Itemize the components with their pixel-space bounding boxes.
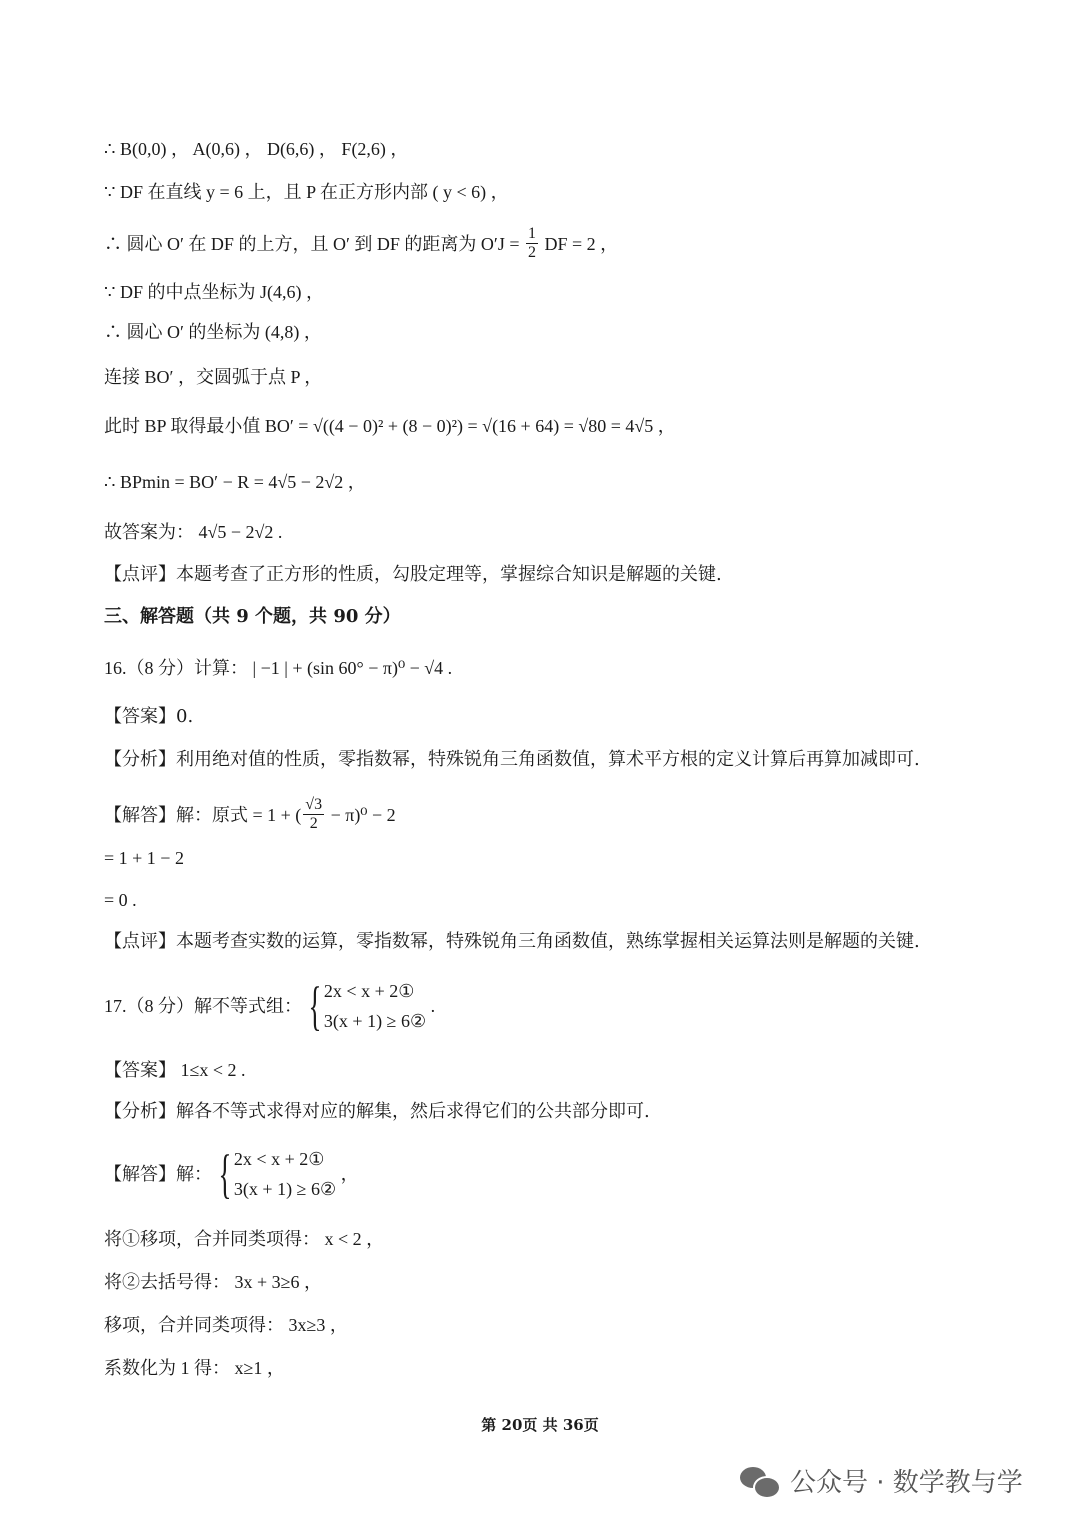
line-center-coords: ∴ 圆心 O′ 的坐标为 (4,8) ，	[104, 322, 322, 342]
answer-16: 【答案】0.	[104, 706, 194, 727]
solution-17-step3: 移项，合并同类项得： 3x≥3 ，	[104, 1315, 348, 1335]
solution-16-step3: = 0 .	[104, 890, 137, 910]
watermark-text: 公众号 · 数学教与学	[790, 1468, 1023, 1498]
answer-17: 【答案】 1≤x < 2 .	[104, 1060, 246, 1080]
fraction-sqrt3-over-2: $\frac{√3}{2}$	[305, 796, 323, 832]
inequality-system-solution: { 2x < x + 2① 3(x + 1) ≥ 6②	[218, 1144, 337, 1204]
line-bp-min: ∴ BPmin = BO′ − R = 4√5 − 2√2 ，	[104, 472, 366, 492]
line-comment-15: 【点评】本题考查了正方形的性质，勾股定理等，掌握综合知识是解题的关键.	[104, 564, 722, 585]
inequality-system: { 2x < x + 2① 3(x + 1) ≥ 6②	[308, 976, 427, 1036]
line-connect: 连接 BO′ ，交圆弧于点 P ，	[104, 367, 323, 387]
line-center-distance: ∴ 圆心 O′ 在 DF 的上方，且 O′ 到 DF 的距离为 O′J = $\frac{1}{2}$ DF = 2 ，	[104, 225, 619, 261]
page-number: 第 20页 共 36页	[481, 1416, 599, 1434]
watermark	[740, 1462, 1023, 1499]
line-midpoint: ∵ DF 的中点坐标为 J(4,6) ，	[104, 282, 324, 302]
solution-16-step1: 【解答】解：原式 = 1 + ( $\frac{√3}{2}$ − π)⁰ − 2	[104, 796, 396, 832]
problem-16: 16.（8 分）计算： | −1 | + (sin 60° − π)⁰ − √4 .	[104, 658, 453, 678]
section-heading: 三、解答题（共 9 个题，共 90 分）	[104, 606, 401, 627]
solution-17-step2: 将②去括号得： 3x + 3≥6 ，	[104, 1272, 323, 1292]
line-df-on-line: ∵ DF 在直线 y = 6 上，且 P 在正方形内部 ( y < 6) ，	[104, 182, 509, 202]
solution-17-step4: 系数化为 1 得： x≥1 ，	[104, 1358, 285, 1378]
solution-17-step1: 将①移项，合并同类项得： x < 2 ，	[104, 1229, 385, 1249]
wechat-icon	[740, 1465, 780, 1497]
line-min-value: 此时 BP 取得最小值 BO′ = √((4 − 0)² + (8 − 0)²) = √(16 + 64) = √80 = 4√5 ，	[104, 416, 676, 436]
comment-16: 【点评】本题考查实数的运算，零指数幂，特殊锐角三角函数值，熟练掌握相关运算法则是解题的关键.	[104, 931, 920, 952]
analysis-16: 【分析】利用绝对值的性质，零指数幂，特殊锐角三角函数值，算术平方根的定义计算后再算加减即可.	[104, 749, 920, 770]
analysis-17: 【分析】解各不等式求得对应的解集，然后求得它们的公共部分即可.	[104, 1101, 650, 1122]
solution-16-step2: = 1 + 1 − 2	[104, 848, 184, 868]
fraction-one-half: $\frac{1}{2}$	[527, 225, 536, 261]
line-coordinates: ∴ B(0,0) ， A(0,6) ， D(6,6) ， F(2,6) ，	[104, 139, 409, 159]
line-answer-15: 故答案为： 4√5 − 2√2 .	[104, 522, 283, 542]
solution-17: 【解答】解： { 2x < x + 2① 3(x + 1) ≥ 6② ，	[104, 1144, 359, 1204]
problem-17: 17.（8 分）解不等式组： { 2x < x + 2① 3(x + 1) ≥ 6② .	[104, 976, 436, 1036]
